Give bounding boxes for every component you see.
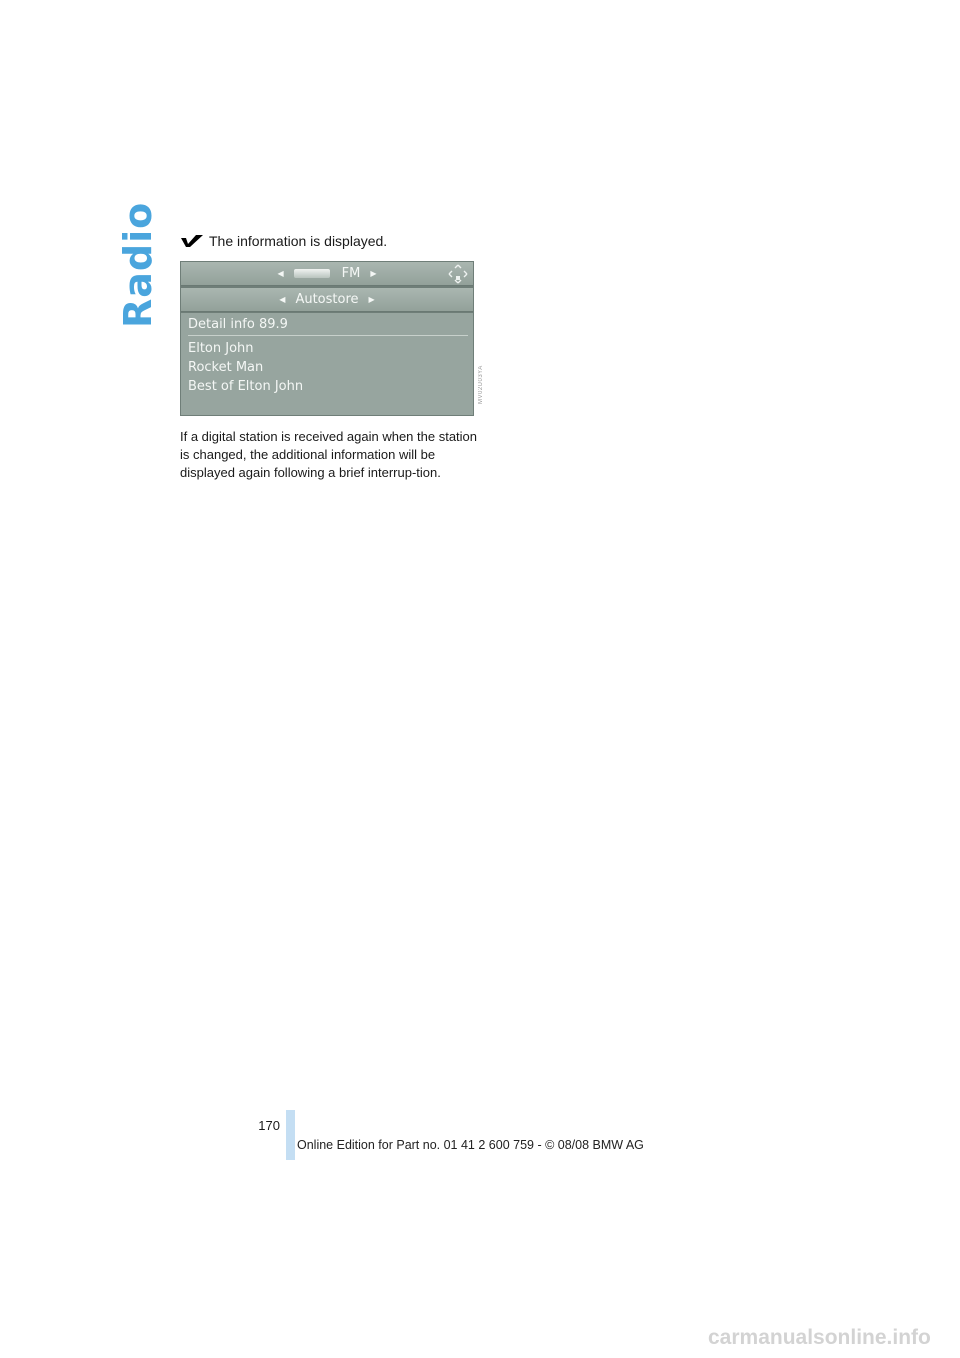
body-paragraph: If a digital station is received again when the station is changed, the additional information will be displayed again following a brief interrup-tion.: [180, 429, 478, 480]
arrow-right-icon[interactable]: ▶: [368, 295, 375, 304]
arrow-left-icon[interactable]: ◀: [279, 295, 286, 304]
footer-accent-bar: [286, 1110, 295, 1160]
detail-info-title: Detail info 89.9: [188, 317, 468, 336]
detail-info-panel: [181, 313, 473, 415]
arrow-right-icon[interactable]: ▶: [370, 269, 377, 278]
info-line-artist: Elton John: [188, 341, 254, 356]
info-line-title: Rocket Man: [188, 360, 264, 375]
page-number: 170: [258, 1118, 280, 1133]
image-code: MV02U03YA: [478, 365, 484, 404]
result-line: [180, 231, 387, 251]
submenu-bar[interactable]: [181, 288, 473, 312]
watermark: carmanualsonline.info: [708, 1326, 931, 1349]
arrow-left-icon[interactable]: ◀: [277, 269, 284, 278]
controller-compass-icon: [448, 264, 468, 284]
footer-edition: Online Edition for Part no. 01 41 2 600 759 - © 08/08 BMW AG: [297, 1138, 644, 1152]
submenu-label: Autostore: [295, 292, 359, 307]
section-title: Radio: [116, 201, 160, 328]
station-logo: [294, 269, 330, 278]
radio-screen: [180, 261, 474, 416]
result-text: The information is displayed.: [209, 233, 388, 249]
info-line-album: Best of Elton John: [188, 379, 304, 394]
result-check-icon: [180, 234, 204, 248]
band-bar[interactable]: [181, 262, 473, 286]
band-label: FM: [341, 266, 361, 281]
